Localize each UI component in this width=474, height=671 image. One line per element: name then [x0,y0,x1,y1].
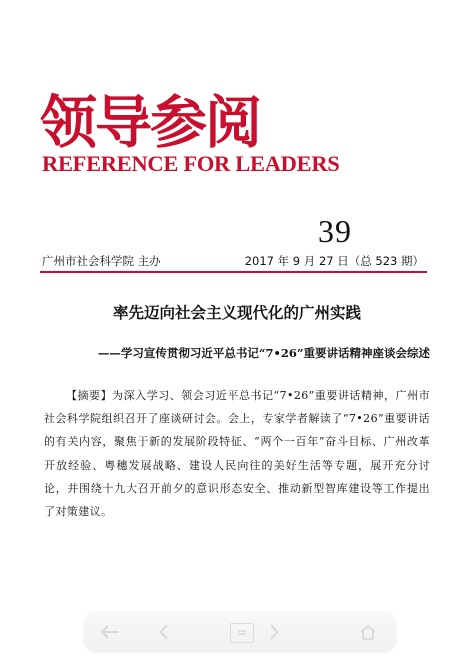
article-subtitle: ——学习宣传贯彻习近平总书记“7•26”重要讲话精神座谈会综述 [97,346,430,360]
sponsor-line: 广州市社会科学院 主办 [42,254,161,268]
chevron-right-icon[interactable] [264,622,284,642]
article-abstract: 【摘要】为深入学习、领会习近平总书记“7•26”重要讲话精神，广州市社会科学院组织召开了座谈研讨会。会上，专家学者解读了“7•26”重要讲话的有关内容，聚焦于新的发展阶段特征、“两个一百年”奋斗目标、广州改革开放经验、粤穗发展战略、建设人民向往的美好生活等专题，展开充分讨论，并围绕十九大召开前夕的意识形态安全、推动新型智库建设等工作提出了对策建议。 [44,389,430,519]
masthead-title-cn: 领导参阅 [40,89,260,156]
issue-date: 2017 年 9 月 27 日（总 523 期） [244,254,424,268]
viewer-toolbar [84,612,396,652]
home-icon[interactable] [358,622,378,642]
header-divider [40,271,427,273]
chevron-left-icon[interactable] [154,622,174,642]
article-title: 率先迈向社会主义现代化的广州实践 [112,303,361,322]
arrow-left-icon[interactable] [100,622,120,642]
masthead-title-en: REFERENCE FOR LEADERS [42,151,340,176]
page-icon[interactable] [230,623,254,643]
issue-number: 39 [318,213,352,249]
